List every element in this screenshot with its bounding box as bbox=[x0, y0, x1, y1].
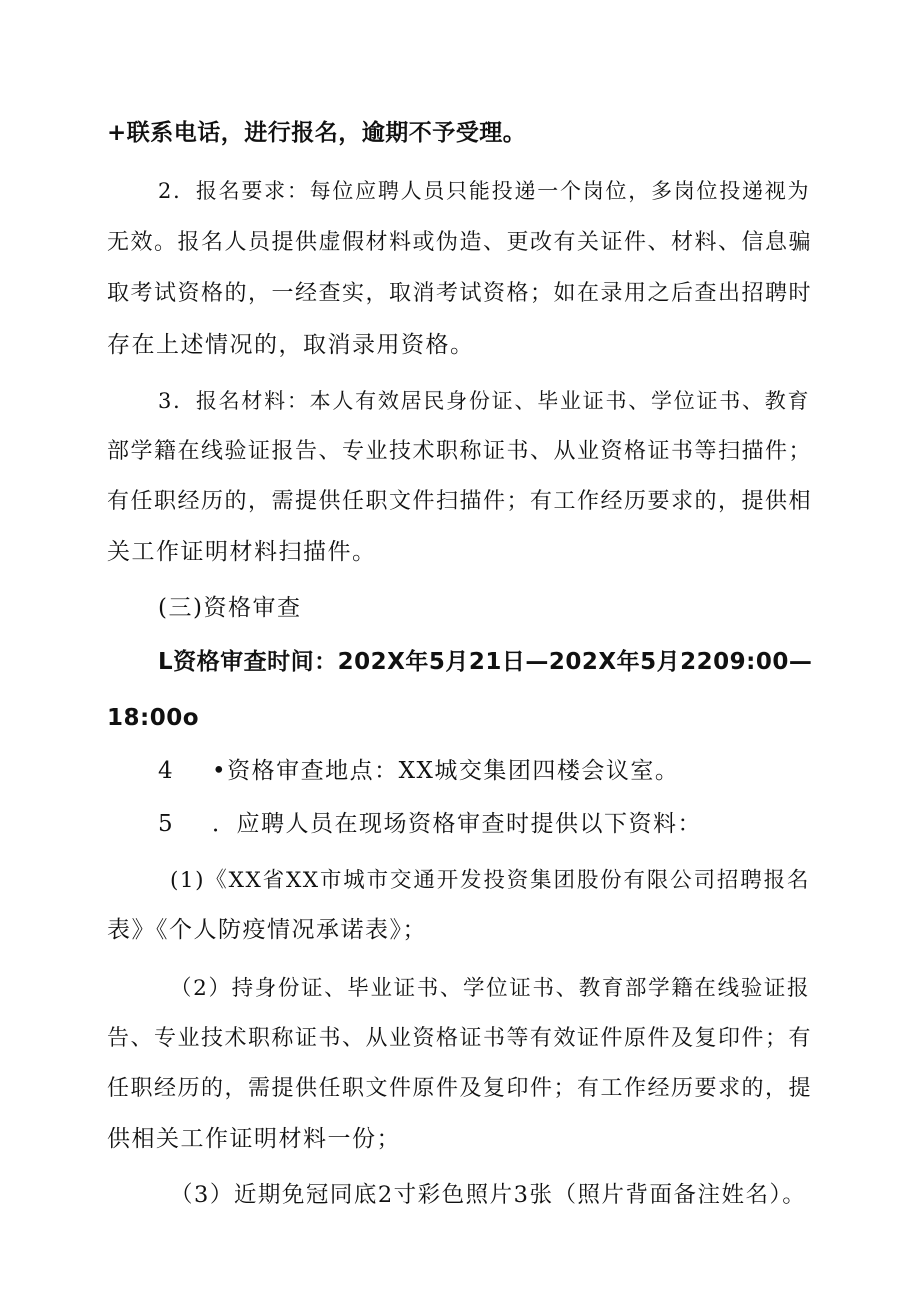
paragraph-line: 任职经历的，需提供任职文件原件及复印件；有工作经历要求的，提 bbox=[107, 1076, 813, 1101]
paragraph-line: 无效。报名人员提供虚假材料或伪造、更改有关证件、材料、信息骗 bbox=[107, 230, 813, 255]
section-heading: (三)资格审查 bbox=[158, 595, 302, 621]
paragraph-line: 3．报名材料：本人有效居民身份证、毕业证书、学位证书、教育 bbox=[158, 389, 810, 413]
paragraph-line: 告、专业技术职称证书、从业资格证书等有效证件原件及复印件；有 bbox=[107, 1026, 813, 1051]
paragraph-line: 有任职经历的，需提供任职文件扫描件；有工作经历要求的，提供相 bbox=[107, 489, 813, 514]
paragraph-line: 供相关工作证明材料一份； bbox=[107, 1126, 401, 1152]
item-number: 4 bbox=[158, 758, 175, 784]
paragraph-line: 表》《个人防疫情况承诺表》； bbox=[107, 917, 427, 943]
paragraph-line: 取考试资格的，一经查实，取消考试资格；如在录用之后查出招聘时 bbox=[107, 281, 813, 306]
paragraph-line: •资格审查地点：XX城交集团四楼会议室。 bbox=[212, 758, 680, 784]
item-number: 5 bbox=[158, 811, 175, 837]
paragraph-line: 存在上述情况的，取消录用资格。 bbox=[107, 332, 475, 358]
paragraph-line: 部学籍在线验证报告、专业技术职称证书、从业资格证书等扫描件； bbox=[107, 439, 813, 464]
continuation-line: +联系电话，进行报名，逾期不予受理。 bbox=[107, 120, 527, 146]
paragraph-line: （2）持身份证、毕业证书、学位证书、教育部学籍在线验证报 bbox=[170, 976, 810, 1001]
paragraph-line: ．应聘人员在现场资格审查时提供以下资料： bbox=[212, 811, 702, 837]
paragraph-line: 关工作证明材料扫描件。 bbox=[107, 539, 377, 565]
paragraph-line: (1)《XX省XX市城市交通开发投资集团股份有限公司招聘报名 bbox=[170, 868, 810, 893]
paragraph-line: 2．报名要求：每位应聘人员只能投递一个岗位，多岗位投递视为 bbox=[158, 179, 810, 203]
paragraph-line: （3）近期免冠同底2寸彩色照片3张（照片背面备注姓名）。 bbox=[170, 1182, 807, 1208]
paragraph-line: 18:00o bbox=[107, 705, 200, 731]
paragraph-line: L资格审查时间：202X年5月21日—202X年5月2209:00— bbox=[158, 649, 813, 675]
